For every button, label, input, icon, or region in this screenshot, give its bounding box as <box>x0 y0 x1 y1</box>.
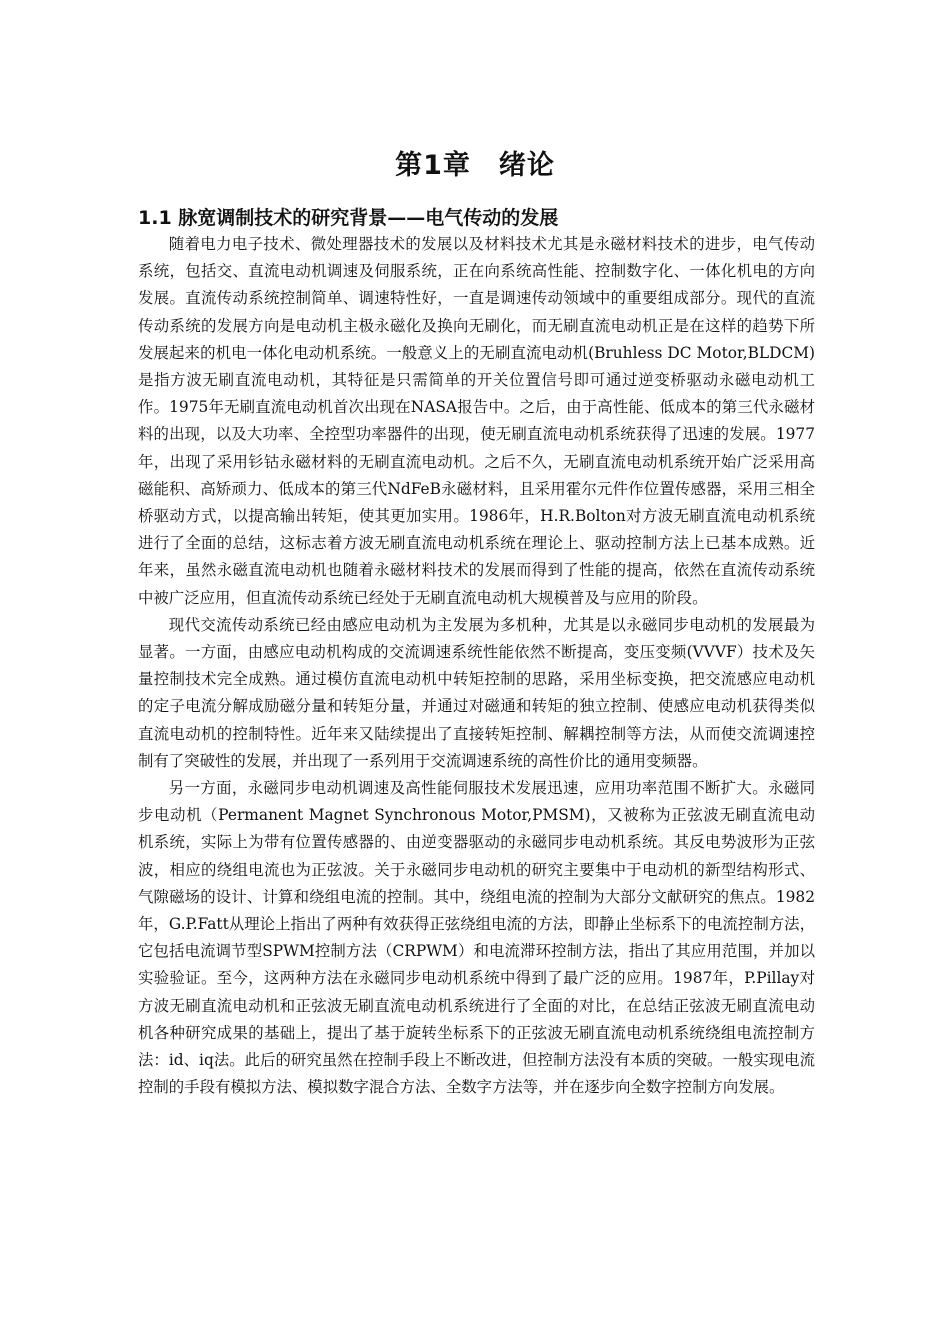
paragraph-pmsm-servo: 另一方面，永磁同步电动机调速及高性能伺服技术发展迅速，应用功率范围不断扩大。永磁同步电动机（Permanent Magnet Synchronous Motor,PMSM)，又被称为正弦波无刷直流电动机系统，实际上为带有位置传感器的、由逆变器驱动的永磁同步电动机系统。其反电势波形为正弦波，相应的绕组电流也为正弦波。关于永磁同步电动机的研究主要集中于电动机的新型结构形式、气隙磁场的设计、计算和绕组电流的控制。其中，绕组电流的控制为大部分文献研究的焦点。1982年，G.P.Fatt从理论上指出了两种有效获得正弦绕组电流的方法，即静止坐标系下的电流控制方法，它包括电流调节型SPWM控制方法（CRPWM）和电流滞环控制方法，指出了其应用范围，并加以实验验证。至今，这两种方法在永磁同步电动机系统中得到了最广泛的应用。1987年，P.Pillay对方波无刷直流电动机和正弦波无刷直流电动机系统进行了全面的对比，在总结正弦波无刷直流电动机各种研究成果的基础上，提出了基于旋转坐标系下的正弦波无刷直流电动机系统绕组电流控制方法：id、iq法。此后的研究虽然在控制手段上不断改进，但控制方法没有本质的突破。一般实现电流控制的手段有模拟方法、模拟数字混合方法、全数字方法等，并在逐步向全数字控制方向发展。 <box>138 779 815 1097</box>
body-text <box>138 231 815 1102</box>
paragraph-ac-drive-systems: 现代交流传动系统已经由感应电动机为主发展为多机种，尤其是以永磁同步电动机的发展最为显著。一方面，由感应电动机构成的交流调速系统性能依然不断提高，变压变频(VVVF）技术及矢量控制技术完全成熟。通过模仿直流电动机中转矩控制的思路，采用坐标变换，把交流感应电动机的定子电流分解成励磁分量和转矩分量，并通过对磁通和转矩的独立控制、使感应电动机获得类似直流电动机的控制特性。近年来又陆续提出了直接转矩控制、解耦控制等方法，从而使交流调速控制有了突破性的发展，并出现了一系列用于交流调速系统的高性价比的通用变频器。 <box>138 615 815 770</box>
section-title: 1.1 脉宽调制技术的研究背景——电气传动的发展 <box>138 207 559 229</box>
paragraph-bldcm-development: 随着电力电子技术、微处理器技术的发展以及材料技术尤其是永磁材料技术的进步，电气传动系统，包括交、直流电动机调速及伺服系统，正在向系统高性能、控制数字化、一体化机电的方向发展。直流传动系统控制简单、调速特性好，一直是调速传动领域中的重要组成部分。现代的直流传动系统的发展方向是电动机主极永磁化及换向无刷化，而无刷直流电动机正是在这样的趋势下所发展起来的机电一体化电动机系统。一般意义上的无刷直流电动机(Bruhless DC Motor,BLDCM)是指方波无刷直流电动机，其特征是只需简单的开关位置信号即可通过逆变桥驱动永磁电动机工作。1975年无刷直流电动机首次出现在NASA报告中。之后，由于高性能、低成本的第三代永磁材料的出现，以及大功率、全控型功率器件的出现，使无刷直流电动机系统获得了迅速的发展。1977年，出现了采用钐钴永磁材料的无刷直流电动机。之后不久，无刷直流电动机系统开始广泛采用高磁能积、高矫顽力、低成本的第三代NdFeB永磁材料，且采用霍尔元件作位置传感器，采用三相全桥驱动方式，以提高输出转矩，使其更加实用。1986年，H.R.Bolton对方波无刷直流电动机系统进行了全面的总结，这标志着方波无刷直流电动机系统在理论上、驱动控制方法上已基本成熟。近年来，虽然永磁直流电动机也随着永磁材料技术的发展而得到了性能的提高，依然在直流传动系统中被广泛应用，但直流传动系统已经处于无刷直流电动机大规模普及与应用的阶段。 <box>138 235 815 607</box>
chapter-title: 第1章 绪论 <box>395 150 555 181</box>
